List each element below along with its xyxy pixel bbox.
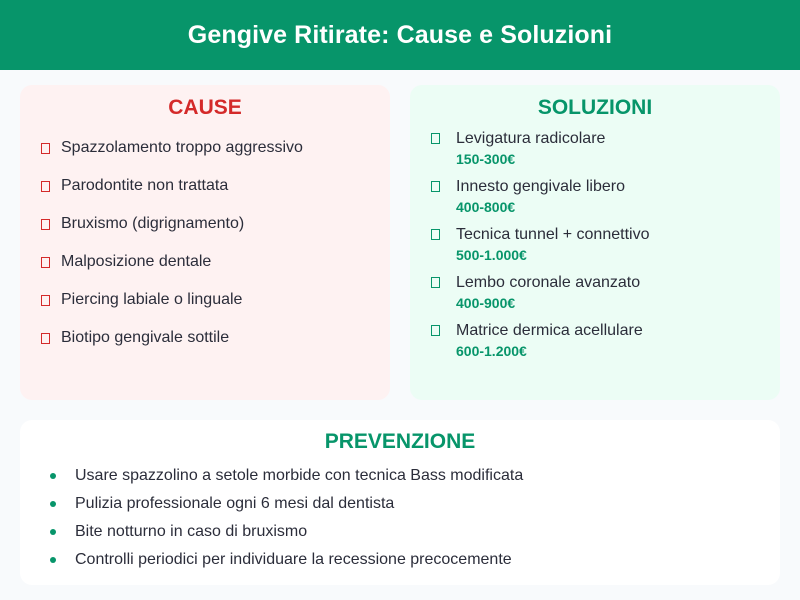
cause-item-label: Piercing labiale o linguale	[61, 291, 243, 308]
dot-icon	[50, 473, 56, 479]
cause-panel	[20, 85, 390, 400]
cause-item-label: Bruxismo (digrignamento)	[61, 215, 245, 232]
square-outline-icon	[431, 277, 440, 288]
solution-name: Lembo coronale avanzato	[456, 274, 641, 291]
square-outline-icon	[41, 333, 50, 344]
prevention-item-label: Usare spazzolino a setole morbide con tecnica Bass modificata	[75, 467, 524, 484]
solution-name: Levigatura radicolare	[456, 130, 606, 147]
cause-item	[41, 281, 390, 319]
prevention-panel	[20, 420, 780, 585]
square-outline-icon	[41, 257, 50, 268]
solution-name: Innesto gengivale libero	[456, 178, 626, 195]
page-header	[0, 0, 800, 70]
prevention-item	[50, 518, 780, 546]
prevention-title: PREVENZIONE	[324, 430, 476, 453]
solutions-panel	[410, 85, 780, 400]
solution-price: 500-1.000€	[456, 247, 527, 263]
page-title: Gengive Ritirate: Cause e Soluzioni	[187, 20, 613, 49]
cause-item	[41, 129, 390, 167]
dot-icon	[50, 557, 56, 563]
square-outline-icon	[41, 219, 50, 230]
solution-price: 600-1.200€	[456, 343, 527, 359]
square-outline-icon	[41, 143, 50, 154]
solution-item	[431, 273, 780, 321]
prevention-item-label: Controlli periodici per individuare la recessione precocemente	[75, 551, 512, 568]
solution-price: 400-800€	[456, 199, 516, 215]
cause-item-label: Spazzolamento troppo aggressivo	[61, 139, 303, 156]
square-outline-icon	[431, 325, 440, 336]
cause-list	[20, 129, 390, 357]
solution-item	[431, 321, 780, 369]
solution-price: 150-300€	[456, 151, 516, 167]
prevention-list	[20, 462, 780, 574]
solution-price: 400-900€	[456, 295, 516, 311]
square-outline-icon	[431, 229, 440, 240]
square-outline-icon	[431, 133, 440, 144]
prevention-item-label: Bite notturno in caso di bruxismo	[75, 523, 308, 540]
dot-icon	[50, 529, 56, 535]
cause-item	[41, 205, 390, 243]
prevention-item	[50, 462, 780, 490]
cause-item-label: Malposizione dentale	[61, 253, 212, 270]
cause-title: CAUSE	[168, 96, 242, 119]
solution-item	[431, 177, 780, 225]
square-outline-icon	[431, 181, 440, 192]
cause-item	[41, 319, 390, 357]
solution-item	[431, 225, 780, 273]
prevention-item	[50, 546, 780, 574]
cause-item-label: Biotipo gengivale sottile	[61, 329, 230, 346]
dot-icon	[50, 501, 56, 507]
cause-item	[41, 167, 390, 205]
prevention-item-label: Pulizia professionale ogni 6 mesi dal dentista	[75, 495, 395, 512]
cause-item	[41, 243, 390, 281]
solution-name: Matrice dermica acellulare	[456, 322, 643, 339]
solutions-list	[410, 129, 780, 369]
solutions-title: SOLUZIONI	[537, 96, 653, 119]
square-outline-icon	[41, 181, 50, 192]
prevention-item	[50, 490, 780, 518]
solution-item	[431, 129, 780, 177]
solution-name: Tecnica tunnel + connettivo	[456, 226, 650, 243]
cause-item-label: Parodontite non trattata	[61, 177, 229, 194]
square-outline-icon	[41, 295, 50, 306]
